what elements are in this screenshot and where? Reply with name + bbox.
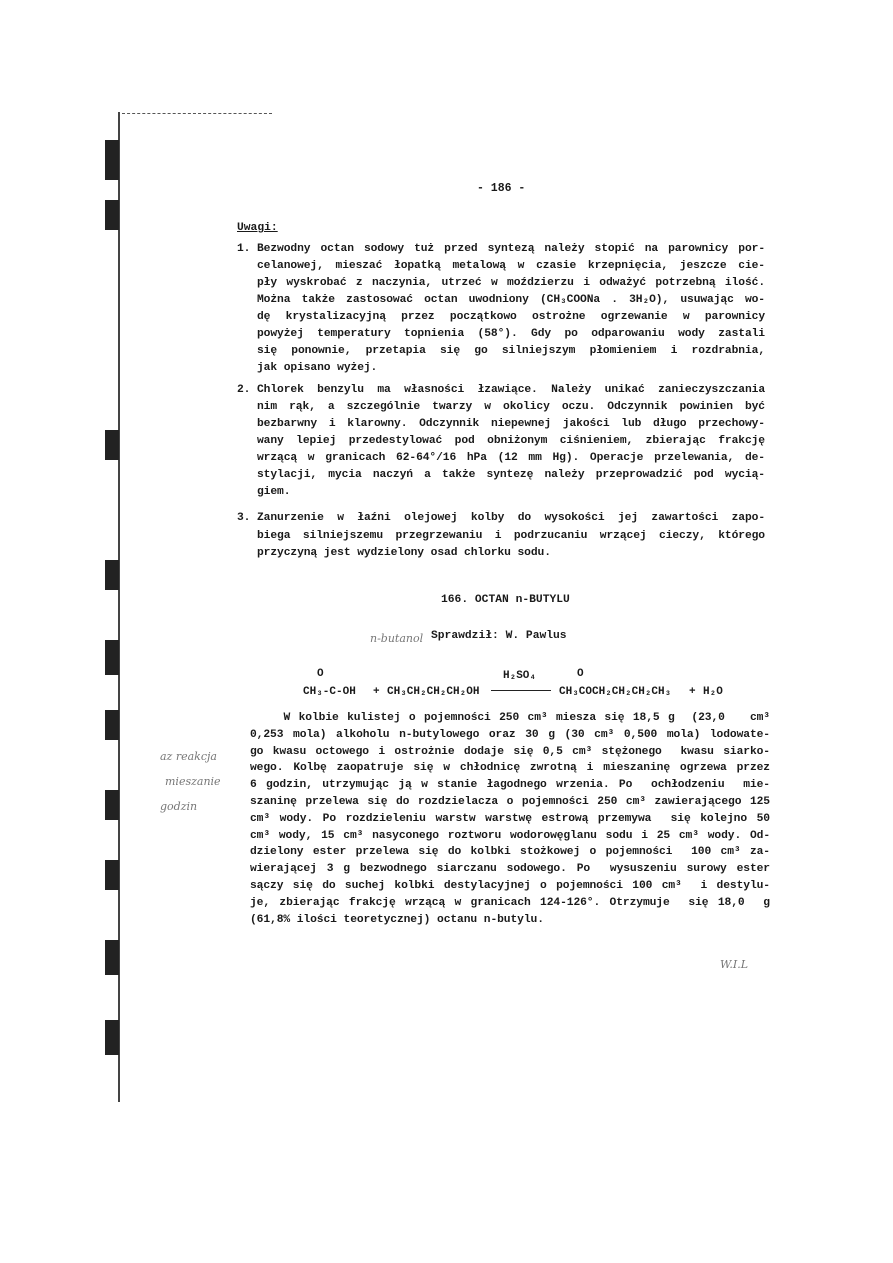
note-line: przyczyną jest wydzielony osad chlorku sodu. <box>257 547 551 559</box>
catalyst: H₂SO₄ <box>503 670 537 682</box>
carbonyl-oxygen: O <box>577 668 584 680</box>
note-line: Można także zastosować octan uwodniony (CH₃COONa . 3H₂O), usuwając wo- <box>257 294 765 306</box>
margin-note: godzin <box>160 800 198 813</box>
note-line: dę krystalizacyjną przez początkowo ostrożne ogrzewanie w parownicy <box>257 311 765 323</box>
binding-mark <box>105 860 119 890</box>
procedure-line: 0,253 mola) alkoholu n-butylowego oraz 30 g (30 cm³ 0,500 mola) lodowate- <box>250 728 770 741</box>
note-line: biega silniejszemu przegrzewaniu i podrzucaniu wrzącej cieczy, którego <box>257 529 765 542</box>
note-line: Zanurzenie w łaźni olejowej kolby do wysokości jej zawartości zapo- <box>257 512 765 524</box>
handwritten-annotation: n-butanol <box>370 632 424 645</box>
binding-mark <box>105 940 119 975</box>
handwritten-initials: W.I.L <box>720 958 749 971</box>
procedure-line: cm³ wody, 15 cm³ nasyconego roztworu wodorowęglanu sodu i 25 cm³ wody. Od- <box>250 829 770 842</box>
note-line: Bezwodny octan sodowy tuż przed syntezą należy stopić na parownicy por- <box>257 243 765 255</box>
binding-mark <box>105 560 119 590</box>
note-number: 3. <box>237 512 251 524</box>
plus-sign: + <box>689 686 696 698</box>
plus-sign: + <box>373 686 380 698</box>
note-line: wrzącą w granicach 62-64°/16 hPa (12 mm Hg). Operacje przelewania, de- <box>257 452 765 464</box>
binding-mark <box>105 1020 119 1055</box>
procedure-line: cm³ wody. Po rozdzieleniu warstw warstwę estrową przemywa się kolejno 50 <box>250 812 770 825</box>
note-line: bezbarwny i klarowny. Odczynnik niepewnej jakości lub długo przechowy- <box>257 418 765 430</box>
note-line: stylacji, mycia naczyń a także syntezę należy przeprowadzić pod wycią- <box>257 469 765 481</box>
product-butyl-acetate: CH₃COCH₂CH₂CH₂CH₃ <box>559 686 672 698</box>
procedure-line: sączy się do suchej kolbki destylacyjnej o pojemności 100 cm³ i destylu- <box>250 880 770 892</box>
note-line: Chlorek benzylu ma własności łzawiące. Należy unikać zanieczyszczania <box>257 384 765 396</box>
procedure-line: W kolbie kulistej o pojemności 250 cm³ miesza się 18,5 g (23,0 cm³ <box>250 712 770 724</box>
procedure-line: (61,8% ilości teoretycznej) octanu n-butylu. <box>250 913 544 926</box>
note-line: wany lepiej przedestylować pod obniżonym ciśnieniem, zbierając frakcję <box>257 435 765 447</box>
margin-note: mieszanie <box>165 775 221 788</box>
notes-heading: Uwagi: <box>237 222 278 234</box>
binding-mark <box>105 140 119 180</box>
note-line: nim rąk, a szczególnie twarzy w okolicy oczu. Odczynnik powinien być <box>257 401 765 413</box>
reaction-equation <box>303 668 743 708</box>
binding-mark <box>105 710 119 740</box>
note-line: jak opisano wyżej. <box>257 362 378 374</box>
note-line: pły wyskrobać z naczynia, utrzeć w moździerzu i odważyć potrzebną ilość. <box>257 277 765 289</box>
procedure-line: 6 godzin, utrzymując ją w stanie łagodnego wrzenia. Po ochłodzeniu mie- <box>250 779 770 792</box>
procedure-line: go kwasu octowego i ostrożnie dodaje się 0,5 cm³ stężonego kwasu siarko- <box>250 745 770 758</box>
note-line: się ponownie, przetapia się go silniejszym płomieniem i rozdrabnia, <box>257 345 765 357</box>
reaction-arrow <box>491 690 551 691</box>
binding-mark <box>105 790 119 820</box>
carbonyl-oxygen: O <box>317 668 324 680</box>
reactant-butanol: CH₃CH₂CH₂CH₂OH <box>387 686 480 698</box>
note-number: 1. <box>237 243 251 255</box>
procedure-line: szaninę przelewa się do rozdzielacza o pojemności 250 cm³ zawierającego 125 <box>250 796 770 808</box>
page-number: - 186 - <box>477 182 526 195</box>
procedure-line: wego. Kolbę zaopatruje się w chłodnicę zwrotną i mieszaninę ogrzewa przez <box>250 762 770 775</box>
binding-mark <box>105 200 119 230</box>
section-title: 166. OCTAN n-BUTYLU <box>441 594 570 606</box>
margin-note: az reakcja <box>160 750 217 763</box>
procedure-line: je, zbierając frakcję wrzącą w granicach 124-126°. Otrzymuje się 18,0 g <box>250 896 770 909</box>
product-water: H₂O <box>703 686 723 698</box>
note-line: celanowej, mieszać łopatką metalową w czasie krzepnięcia, jeszcze cie- <box>257 260 765 272</box>
procedure-line: wierającej 3 g bezwodnego siarczanu sodowego. Po wysuszeniu surowy ester <box>250 863 770 876</box>
reactant-acetic-acid: CH₃-C-OH <box>303 686 356 698</box>
binding-mark <box>105 640 119 675</box>
binding-mark <box>105 430 119 460</box>
note-line: powyżej temperatury topnienia (58°). Gdy po odparowaniu wody zastali <box>257 328 765 340</box>
note-line: giem. <box>257 486 291 498</box>
procedure-line: dzielony ester przelewa się do kolbki stożkowej o pojemności 100 cm³ za- <box>250 846 770 859</box>
note-number: 2. <box>237 384 251 396</box>
checked-by: Sprawdził: W. Pawlus <box>431 630 567 642</box>
page-top-border <box>122 113 272 114</box>
